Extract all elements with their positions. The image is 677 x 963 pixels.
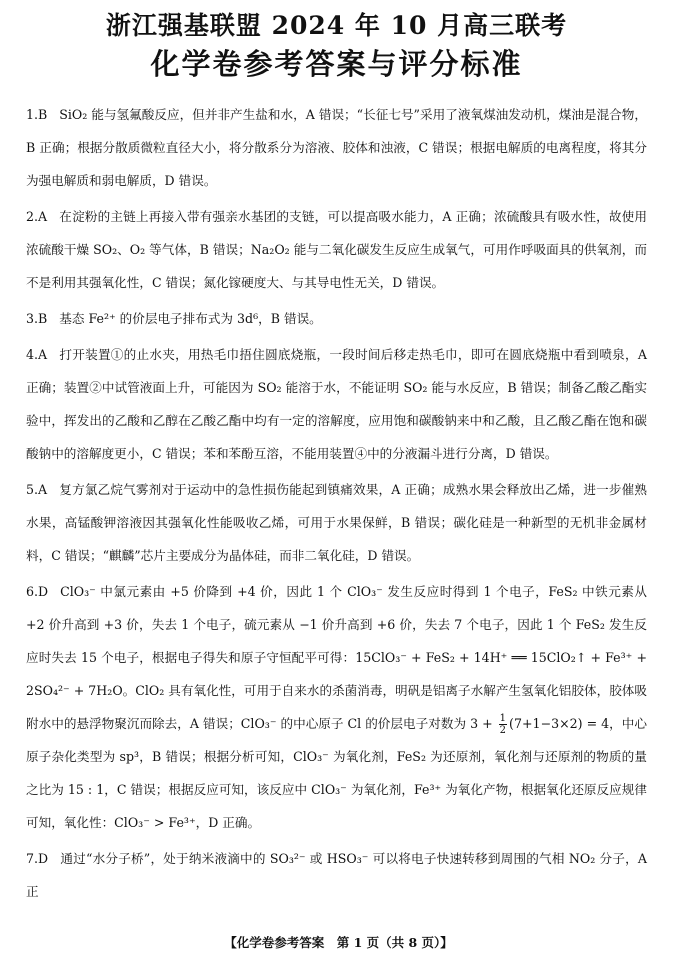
fraction-denominator: 2 [499,725,507,736]
answer-number: 6.D [26,584,49,599]
answer-item-4 [26,338,647,470]
answer-item-6 [26,575,647,839]
exam-title: 浙江强基联盟 2024 年 10 月高三联考 [105,11,568,40]
fraction-numerator: 1 [499,713,507,724]
answer-number: 4.A [26,347,48,362]
answer-text-part-b: (7+1−3×2) = 4，中心原子杂化类型为 sp³，B 错误；根据分析可知，ClO₃⁻ 为氧化剂，FeS₂ 为还原剂，氧化剂与还原剂的物质的量之比为 15 : 1，C 错误；根据反应可知，该反应中 ClO₃⁻ 为氧化剂，Fe³⁺ 为氧化产物，根据氧化还原反应规律可知，氧化性：ClO₃⁻ > Fe³⁺，D 正确。 [26,716,647,830]
answer-number: 2.A [26,209,48,224]
answer-item-3 [26,302,647,335]
answer-item-7 [26,842,647,908]
answer-number: 7.D [26,851,49,866]
answer-item-2 [26,200,647,299]
answer-text: SiO₂ 能与氢氟酸反应，但并非产生盐和水，A 错误；“长征七号”采用了液氧煤油发动机，煤油是混合物，B 正确；根据分散质微粒直径大小，将分散系分为溶液、胶体和浊液，C 错误；根据电解质的电离程度，将其分为强电解质和弱电解质，D 错误。 [26,107,647,188]
answer-number: 1.B [26,107,48,122]
fraction [499,713,507,736]
answer-number: 3.B [26,311,48,326]
answer-item-1 [26,98,647,197]
answer-text: 在淀粉的主链上再接入带有强亲水基团的支链，可以提高吸水能力，A 正确；浓硫酸具有吸水性，故使用浓硫酸干燥 SO₂、O₂ 等气体，B 错误；Na₂O₂ 能与二氧化碳发生反应生成氧气，可用作呼吸面具的供氧剂，而不是利用其强氧化性，C 错误；氮化镓硬度大、与其导电性无关，D 错误。 [26,209,647,290]
answer-text: 基态 Fe²⁺ 的价层电子排布式为 3d⁶，B 错误。 [59,311,322,326]
answer-text: 打开装置①的止水夹，用热毛巾捂住圆底烧瓶，一段时间后移走热毛巾，即可在圆底烧瓶中看到喷泉，A 正确；装置②中试管液面上升，可能因为 SO₂ 能溶于水，不能证明 SO₂ 能与水反应，B 错误；制备乙酸乙酯实验中，挥发出的乙酸和乙醇在乙酸乙酯中均有一定的溶解度，应用饱和碳酸钠来中和乙酸，且乙酸乙酯在饱和碳酸钠中的溶解度更小，C 错误；苯和苯酚互溶，不能用装置④中的分液漏斗进行分离，D 错误。 [26,347,647,461]
answer-item-5 [26,473,647,572]
answer-text-part-a: ClO₃⁻ 中氯元素由 +5 价降到 +4 价，因此 1 个 ClO₃⁻ 发生反应时得到 1 个电子，FeS₂ 中铁元素从 +2 价升高到 +3 价，失去 1 个电子，硫元素从 −1 价升高到 +6 价，失去 7 个电子，因此 1 个 FeS₂ 发生反应时失去 15 个电子，根据电子得失和原子守恒配平可得：15ClO₃⁻ + FeS₂ + 14H⁺ ══ 15ClO₂↑ + Fe³⁺ + 2SO₄²⁻ + 7H₂O。ClO₂ 具有氧化性，可用于自来水的杀菌消毒，明矾是铝离子水解产生氢氧化铝胶体，胶体吸附水中的悬浮物聚沉而除去，A 错误；ClO₃⁻ 的中心原子 Cl 的价层电子对数为 3 + [26,584,647,731]
answer-text: 复方氯乙烷气雾剂对于运动中的急性损伤能起到镇痛效果，A 正确；成熟水果会释放出乙烯，进一步催熟水果，高锰酸钾溶液因其强氧化性能吸收乙烯，可用于水果保鲜，B 错误；碳化硅是一种新型的无机非金属材料，C 错误；“麒麟”芯片主要成分为晶体硅，而非二氧化硅，D 错误。 [26,482,647,563]
page-footer: 【化学卷参考答案 第 1 页（共 8 页）】 [224,935,453,950]
document-title: 化学卷参考答案与评分标准 [150,47,523,81]
answer-list [26,98,647,908]
answer-number: 5.A [26,482,48,497]
answer-text: 通过“水分子桥”，处于纳米液滴中的 SO₃²⁻ 或 HSO₃⁻ 可以将电子快速转移到周围的气相 NO₂ 分子，A 正 [26,851,647,899]
